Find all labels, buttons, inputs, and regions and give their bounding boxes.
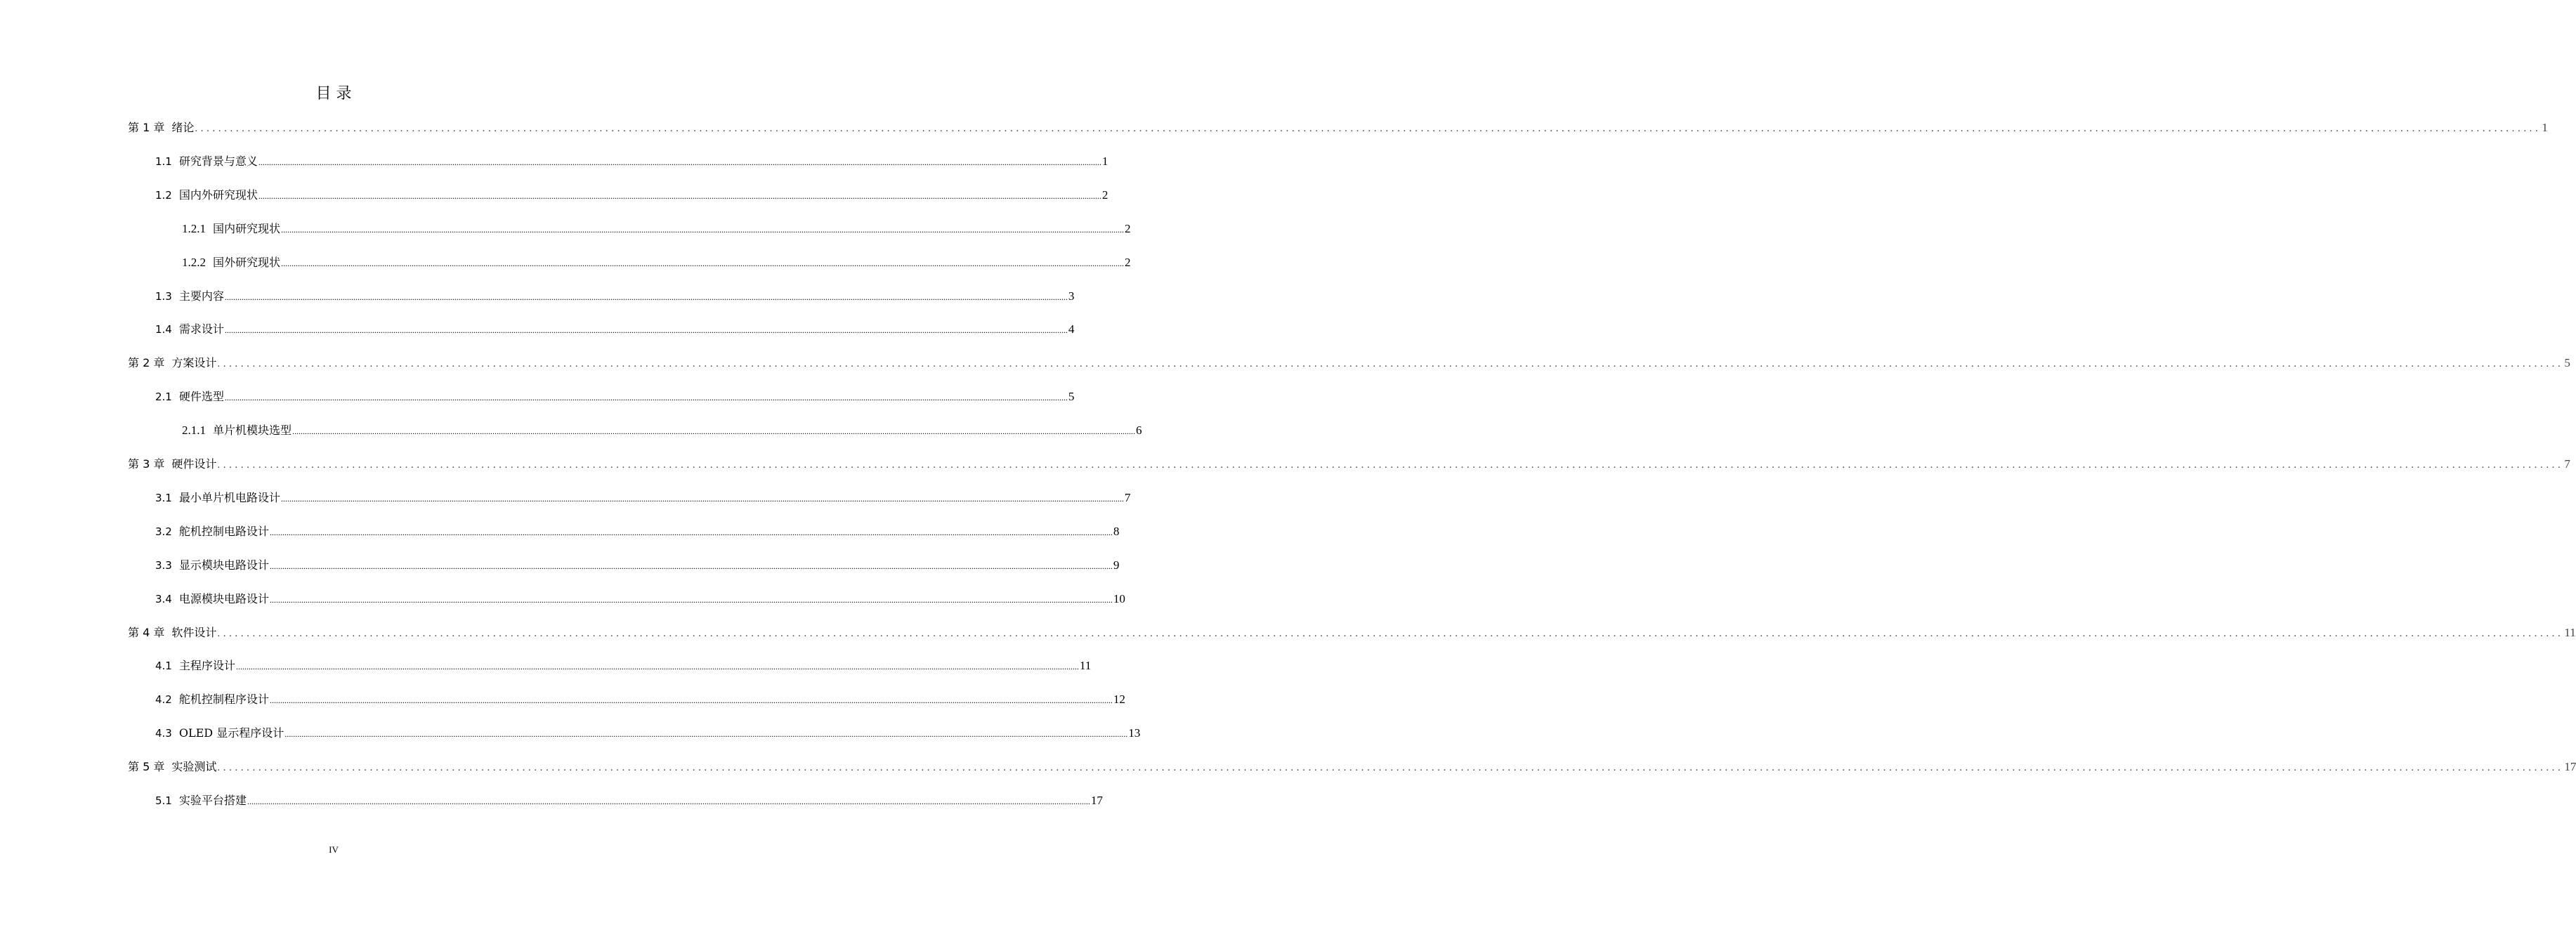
toc-entry-label bbox=[128, 119, 194, 136]
toc-entry-page: 11 bbox=[1079, 659, 1092, 673]
toc-entry-number: 4.1 bbox=[155, 660, 172, 673]
toc-entry-title: 最小单片机电路设计 bbox=[178, 490, 280, 504]
toc-entry-title: 方案设计 bbox=[171, 356, 217, 370]
toc-entry bbox=[155, 792, 1103, 809]
toc-entry-label bbox=[182, 254, 280, 272]
toc-dot-leader: ................................................................................................................................................................................................................................................................................................................................................................................................................ bbox=[258, 157, 1101, 167]
toc-entry-label bbox=[155, 321, 224, 339]
toc-entry-number: 第 4 章 bbox=[128, 625, 165, 639]
toc-entry-page: 5 bbox=[1068, 390, 1075, 404]
toc-entry-label bbox=[155, 288, 224, 306]
toc-dot-leader: ................................................................................................................................................................................................................................................................................................................................................................................................................ bbox=[269, 594, 1113, 605]
toc-entry-label bbox=[155, 187, 258, 204]
toc-entry-number: 3.3 bbox=[155, 558, 172, 572]
toc-entry-label bbox=[128, 355, 216, 372]
toc-entry-title: 国内研究现状 bbox=[213, 221, 281, 235]
toc-entry-title: 需求设计 bbox=[178, 322, 224, 336]
toc-entry-page: 2 bbox=[1125, 221, 1131, 235]
toc-dot-leader: ................................................................................................................................................................................................................................................................................................................................................................................................................ bbox=[247, 796, 1090, 806]
toc-entry-page: 11 bbox=[2564, 625, 2576, 639]
toc-entry-label bbox=[155, 792, 247, 810]
toc-entry bbox=[128, 355, 2570, 372]
toc-entry-page: 8 bbox=[1113, 524, 1120, 538]
toc-dot-leader: ................................................................................................................................................................................................................................................................................................................................................................................................................ bbox=[224, 325, 1068, 336]
toc-entry bbox=[155, 187, 1109, 204]
toc-entry-title: OLED 显示程序设计 bbox=[178, 726, 285, 740]
toc-entry-number: 1.4 bbox=[155, 323, 172, 336]
toc-dot-leader: ................................................................................................................................................................................................................................................................................................................................................................................................................ bbox=[280, 493, 1124, 504]
toc-entry-page: 7 bbox=[1124, 490, 1131, 504]
toc-entry-page: 4 bbox=[1068, 322, 1075, 336]
toc-entry-page: 10 bbox=[1113, 591, 1125, 605]
toc-entry bbox=[155, 725, 1141, 742]
toc-entry-page: 6 bbox=[1136, 424, 1142, 438]
toc-entry-title: 实验测试 bbox=[171, 760, 217, 774]
toc-entry bbox=[155, 288, 1075, 305]
toc-entry-title: 软件设计 bbox=[171, 625, 217, 639]
toc-dot-leader: ................................................................................................................................................................................................................................................................................................................................................................................................................ bbox=[292, 426, 1136, 437]
toc-entry-label bbox=[155, 153, 258, 171]
toc-entry-number: 3.1 bbox=[155, 491, 172, 504]
toc-entry-title: 舵机控制程序设计 bbox=[178, 693, 269, 707]
toc-entry-title: 显示模块电路设计 bbox=[178, 558, 269, 572]
toc-dot-leader: ................................................................................................................................................................................................................................................................................................................................................................................................................ bbox=[281, 258, 1125, 268]
toc-entry-page: 2 bbox=[1125, 255, 1131, 269]
toc-entry-number: 第 3 章 bbox=[128, 457, 165, 471]
toc-dot-leader: ................................................................................................................................................................................................................................................................................................................................................................................................................ bbox=[285, 729, 1128, 740]
toc-entry bbox=[182, 422, 1142, 439]
toc-dot-leader: ................................................................................................................................................................................................................................................................................................................................................................................................................ bbox=[269, 695, 1113, 706]
toc-entry-title: 实验平台搭建 bbox=[178, 794, 247, 807]
toc-entry-page: 2 bbox=[1101, 188, 1109, 202]
toc-entry-number: 第 1 章 bbox=[128, 121, 165, 134]
toc-entry bbox=[155, 557, 1120, 574]
toc-entry-number: 3.2 bbox=[155, 525, 172, 538]
toc-entry-number: 1.3 bbox=[155, 289, 172, 303]
toc-dot-leader: ................................................................................................................................................................................................................................................................................................................................................................................................................ bbox=[269, 560, 1113, 571]
toc-entry-number: 第 5 章 bbox=[128, 760, 165, 774]
toc-entry-number: 1.2.1 bbox=[182, 221, 206, 235]
toc-entry-title: 舵机控制电路设计 bbox=[178, 524, 269, 538]
toc-entry bbox=[128, 119, 2548, 136]
toc-entry-page: 12 bbox=[1113, 693, 1125, 707]
toc-entry-number: 3.4 bbox=[155, 592, 172, 605]
toc-entry bbox=[155, 691, 1125, 708]
toc-entry bbox=[128, 624, 2576, 641]
toc-entry-number: 5.1 bbox=[155, 794, 172, 807]
toc-dot-leader: ................................................................................................................................................................................................................................................................................................................................................................................................................ bbox=[217, 627, 2564, 639]
toc-entry-label bbox=[182, 422, 292, 440]
toc-entry-page: 1 bbox=[2542, 121, 2548, 134]
toc-entry-label bbox=[155, 388, 224, 406]
toc-entry bbox=[128, 759, 2576, 775]
toc-entry-title: 国外研究现状 bbox=[213, 255, 281, 269]
toc-dot-leader: ................................................................................................................................................................................................................................................................................................................................................................................................................ bbox=[281, 224, 1125, 235]
toc-entry-page: 5 bbox=[2564, 356, 2570, 370]
toc-entry-page: 9 bbox=[1113, 558, 1120, 572]
toc-entry-page: 1 bbox=[1101, 154, 1109, 168]
toc-entry bbox=[182, 221, 1131, 237]
toc-dot-leader: ................................................................................................................................................................................................................................................................................................................................................................................................................ bbox=[258, 190, 1101, 201]
toc-entry bbox=[155, 523, 1120, 540]
toc-dot-leader: ................................................................................................................................................................................................................................................................................................................................................................................................................ bbox=[224, 393, 1068, 403]
toc-entry-title: 硬件选型 bbox=[178, 390, 224, 404]
toc-entry-number: 4.2 bbox=[155, 693, 172, 707]
toc-entry-title: 主要内容 bbox=[178, 289, 224, 303]
toc-dot-leader: ................................................................................................................................................................................................................................................................................................................................................................................................................ bbox=[217, 358, 2564, 370]
toc-entry bbox=[155, 657, 1092, 674]
toc-entry-title: 绪论 bbox=[171, 121, 195, 134]
toc-entry-number: 1.2.2 bbox=[182, 255, 206, 269]
toc-entry-number: 第 2 章 bbox=[128, 356, 165, 370]
toc-dot-leader: ................................................................................................................................................................................................................................................................................................................................................................................................................ bbox=[217, 762, 2564, 774]
toc-entry bbox=[128, 456, 2570, 473]
toc-dot-leader: ................................................................................................................................................................................................................................................................................................................................................................................................................ bbox=[269, 527, 1113, 537]
toc-entry-label bbox=[155, 657, 235, 675]
toc-entry-number: 1.1 bbox=[155, 155, 172, 168]
toc-entry-page: 3 bbox=[1068, 289, 1075, 303]
toc-entry-label bbox=[128, 624, 216, 641]
toc-entry-label bbox=[155, 725, 284, 742]
toc-entry-label bbox=[155, 490, 280, 507]
toc-entry-number: 4.3 bbox=[155, 727, 172, 740]
toc-entry-label bbox=[182, 221, 280, 238]
toc-entry-page: 17 bbox=[2564, 760, 2576, 774]
toc-entry-title: 单片机模块选型 bbox=[213, 424, 292, 438]
toc-entry-label bbox=[128, 759, 216, 775]
toc-entry-number: 2.1.1 bbox=[182, 424, 206, 438]
toc-title: 目 录 bbox=[315, 85, 352, 103]
toc-entry-title: 国内外研究现状 bbox=[178, 188, 258, 202]
toc-entry bbox=[182, 254, 1131, 271]
toc-entry-label bbox=[128, 456, 216, 473]
toc-entry-page: 7 bbox=[2564, 457, 2570, 471]
toc-entry bbox=[155, 321, 1075, 338]
toc-entry-label bbox=[155, 523, 269, 541]
toc-entry-title: 研究背景与意义 bbox=[178, 154, 258, 168]
toc-entry-label bbox=[155, 691, 269, 709]
toc-entry-title: 电源模块电路设计 bbox=[178, 591, 269, 605]
toc-entry-title: 主程序设计 bbox=[178, 659, 235, 673]
toc-entry-title: 硬件设计 bbox=[171, 457, 217, 471]
toc-entry bbox=[155, 153, 1109, 170]
toc-entry-page: 17 bbox=[1090, 794, 1103, 807]
toc-dot-leader: ................................................................................................................................................................................................................................................................................................................................................................................................................ bbox=[217, 459, 2564, 471]
toc-entry bbox=[155, 388, 1075, 405]
toc-dot-leader: ................................................................................................................................................................................................................................................................................................................................................................................................................ bbox=[224, 291, 1068, 302]
page-number-footer: IV bbox=[329, 844, 339, 855]
toc-entry bbox=[155, 490, 1131, 506]
toc-entry-label bbox=[155, 591, 269, 608]
toc-entry-number: 2.1 bbox=[155, 391, 172, 404]
toc-entry-page: 13 bbox=[1128, 726, 1141, 740]
toc-dot-leader: ................................................................................................................................................................................................................................................................................................................................................................................................................ bbox=[235, 662, 1079, 672]
toc-entry bbox=[155, 591, 1125, 608]
toc-dot-leader: ................................................................................................................................................................................................................................................................................................................................................................................................................ bbox=[195, 123, 2542, 134]
toc-entry-label bbox=[155, 557, 269, 575]
toc-entry-number: 1.2 bbox=[155, 188, 172, 202]
